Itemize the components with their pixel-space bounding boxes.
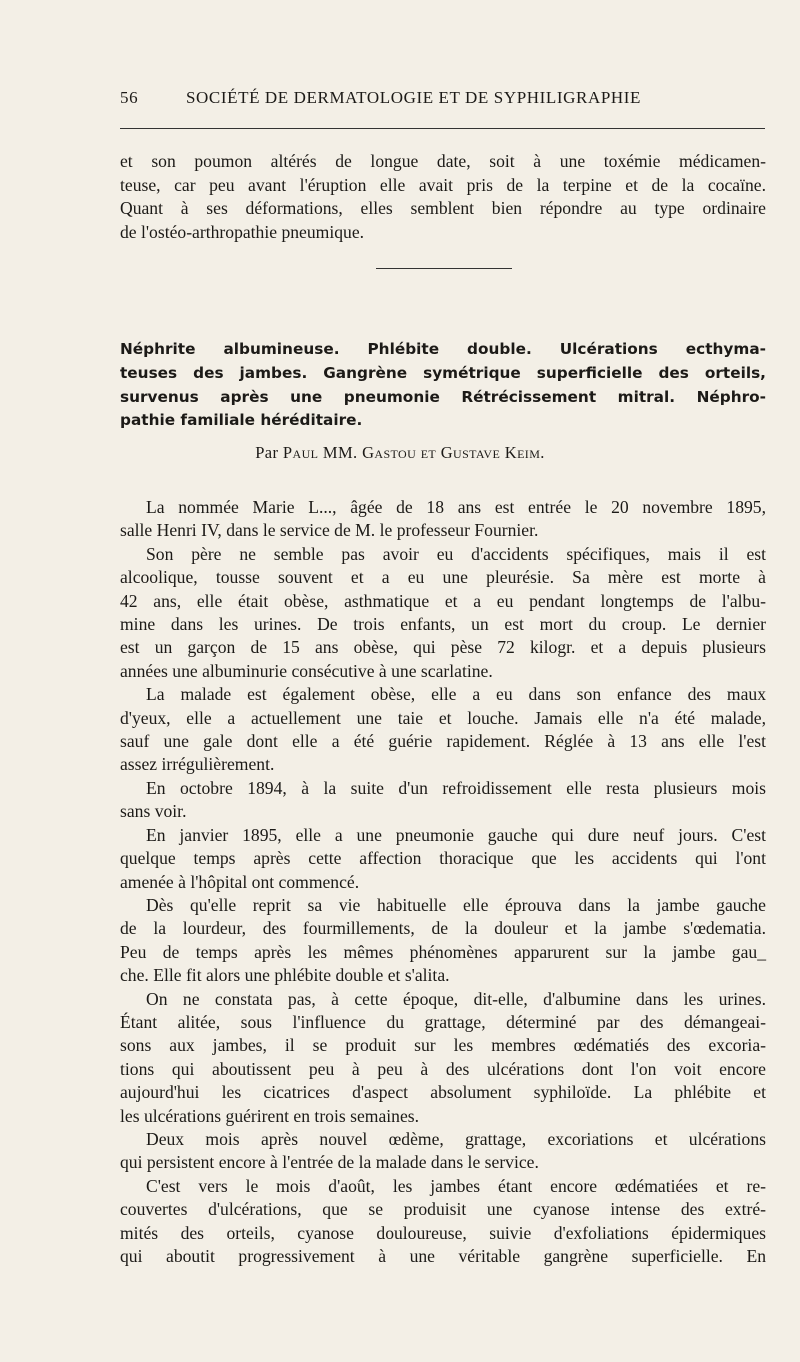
intro-line: teuse, car peu avant l'éruption elle avait pris de la terpine et de la cocaïne. [120, 174, 766, 195]
body-line: En octobre 1894, à la suite d'un refroidissement elle resta plusieurs mois [146, 777, 766, 798]
body-line: tions qui aboutissent peu à peu à des ulcérations dont l'on voit encore [120, 1058, 766, 1079]
body-line: mités des orteils, cyanose douloureuse, suivie d'exfoliations épidermiques [120, 1222, 766, 1243]
intro-line: de l'ostéo-arthropathie pneumique. [120, 222, 365, 243]
article-title-line: Néphrite albumineuse. Phlébite double. Ulcérations ecthyma- [120, 340, 766, 358]
body-line: sans voir. [120, 801, 187, 822]
body-line: On ne constata pas, à cette époque, dit-elle, d'albumine dans les urines. [146, 988, 766, 1009]
body-line: Dès qu'elle reprit sa vie habituelle elle éprouva dans la jambe gauche [146, 894, 766, 915]
body-line: est un garçon de 15 ans obèse, qui pèse 72 kilogr. et a depuis plusieurs [120, 637, 766, 658]
body-line: Peu de temps après les mêmes phénomènes apparurent sur la jambe gau_ [120, 941, 766, 962]
body-line: de la lourdeur, des fourmillements, de la douleur et la jambe s'œdematia. [120, 918, 766, 939]
article-title-line: survenus après une pneumonie Rétrécissement mitral. Néphro- [120, 387, 766, 406]
body-line: mine dans les urines. De trois enfants, un est mort du croup. Le dernier [120, 614, 766, 635]
article-body [120, 496, 766, 1268]
byline-prefix: Par [255, 443, 279, 462]
body-line: années une albuminurie consécutive à une scarlatine. [120, 660, 493, 681]
body-line: sauf une gale dont elle a été guérie rapidement. Réglée à 13 ans elle l'est [120, 731, 766, 752]
body-line: qui aboutit progressivement à une véritable gangrène superficielle. En [120, 1246, 766, 1266]
body-line: aujourd'hui les cicatrices d'aspect absolument syphiloïde. La phlébite et [120, 1082, 766, 1103]
body-line: sons aux jambes, il se produit sur les membres œdématiés des excoria- [120, 1035, 766, 1056]
body-line: Étant alitée, sous l'influence du grattage, déterminé par des démangeai- [120, 1011, 766, 1032]
body-line: d'yeux, elle a actuellement une taie et louche. Jamais elle n'a été malade, [120, 707, 766, 728]
article-title-line: teuses des jambes. Gangrène symétrique superficielle des orteils, [120, 363, 766, 382]
article-title-line: pathie familiale héréditaire. [120, 411, 363, 430]
body-line: assez irrégulièrement. [120, 754, 275, 775]
body-line: Deux mois après nouvel œdème, grattage, excoriations et ulcérations [146, 1128, 766, 1149]
body-line: alcoolique, tousse souvent et a eu une pleurésie. Sa mère est morte à [120, 567, 766, 588]
intro-line: et son poumon altérés de longue date, soit à une toxémie médicamen- [120, 151, 766, 171]
body-line: les ulcérations guérirent en trois semaines. [120, 1105, 419, 1126]
body-line: La nommée Marie L..., âgée de 18 ans est entrée le 20 novembre 1895, [146, 497, 766, 517]
body-line: salle Henri IV, dans le service de M. le professeur Fournier. [120, 520, 539, 541]
intro-paragraph [120, 150, 766, 245]
intro-line: Quant à ses déformations, elles semblent bien répondre au type ordinaire [120, 198, 766, 219]
body-line: Son père ne semble pas avoir eu d'accidents spécifiques, mais il est [146, 543, 766, 564]
body-line: 42 ans, elle était obèse, asthmatique et a eu pendant longtemps de l'albu- [120, 590, 766, 611]
body-line: couvertes d'ulcérations, que se produisit une cyanose intense des extré- [120, 1199, 766, 1220]
body-line: che. Elle fit alors une phlébite double et s'alita. [120, 965, 450, 986]
page-number: 56 [120, 88, 139, 107]
byline [0, 443, 800, 463]
header-rule [120, 128, 765, 129]
body-line: quelque temps après cette affection thoracique que les accidents qui l'ont [120, 848, 766, 869]
body-line: C'est vers le mois d'août, les jambes étant encore œdématiées et re- [146, 1175, 766, 1196]
section-separator [376, 268, 512, 269]
body-line: En janvier 1895, elle a une pneumonie gauche qui dure neuf jours. C'est [146, 824, 766, 845]
article-title [120, 338, 766, 433]
body-line: qui persistent encore à l'entrée de la malade dans le service. [120, 1152, 539, 1173]
byline-authors: Paul MM. Gastou et Gustave Keim. [282, 443, 545, 462]
running-title: SOCIÉTÉ DE DERMATOLOGIE ET DE SYPHILIGRAPHIE [186, 88, 642, 107]
body-line: La malade est également obèse, elle a eu dans son enfance des maux [146, 684, 766, 705]
body-line: amenée à l'hôpital ont commencé. [120, 871, 360, 892]
